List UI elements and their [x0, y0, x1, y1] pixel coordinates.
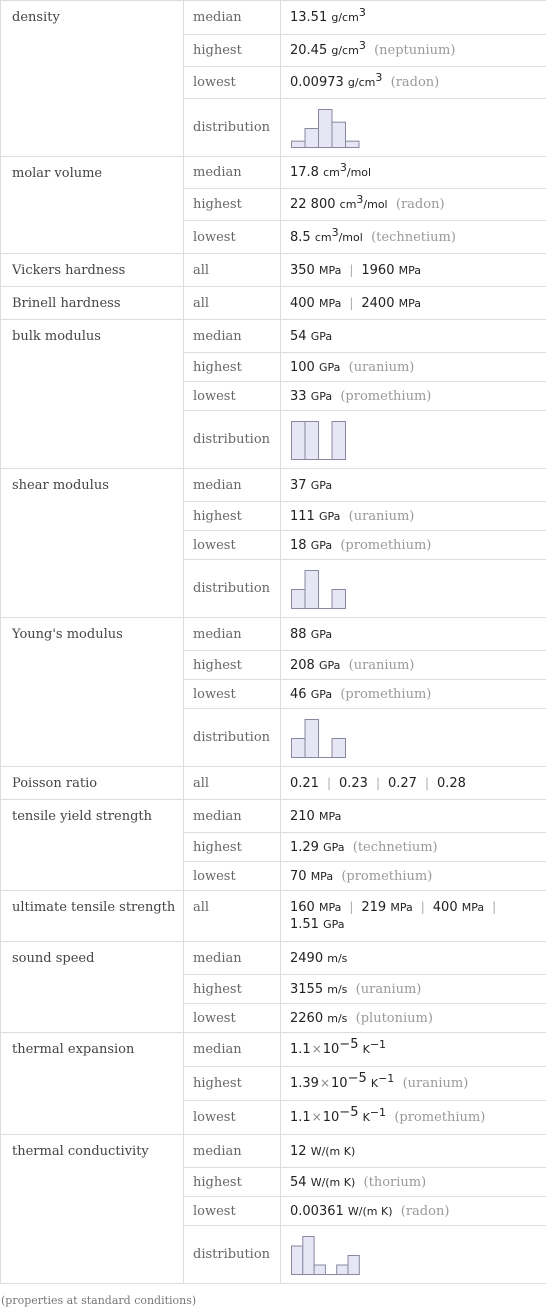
vickers-all-label: all [184, 254, 281, 287]
bulk-modulus-highest-label: highest [184, 353, 281, 382]
tensile-yield-median-value: 210 MPa [281, 800, 546, 833]
brinell-label: Brinell hardness [1, 287, 184, 320]
thermal-expansion-lowest-value: $1.1\times 10^{-5}$ $K^{-1}$ (promethium) [281, 1101, 546, 1135]
shear-modulus-label: shear modulus [1, 469, 184, 618]
brinell-all-label: all [184, 287, 281, 320]
sound-speed-highest-value: 3155 m/s (uranium) [281, 975, 546, 1004]
molar-volume-median-label: median [184, 157, 281, 189]
youngs-modulus-label: Young's modulus [1, 618, 184, 767]
youngs-modulus-highest-label: highest [184, 651, 281, 680]
shear-modulus-median-label: median [184, 469, 281, 502]
ultimate-tensile-label: ultimate tensile strength [1, 891, 184, 942]
tensile-yield-highest-value: 1.29 GPa (technetium) [281, 833, 546, 862]
tensile-yield-lowest-label: lowest [184, 862, 281, 891]
density-highest-label: highest [184, 35, 281, 67]
thermal-conductivity-median-value: 12 W/(m K) [281, 1135, 546, 1168]
thermal-conductivity-bar-4 [337, 1265, 348, 1275]
youngs-modulus-lowest-label: lowest [184, 680, 281, 709]
bulk-modulus-bar-0 [292, 421, 306, 459]
tensile-yield-median-label: median [184, 800, 281, 833]
youngs-modulus-lowest-value: 46 GPa (promethium) [281, 680, 546, 709]
bulk-modulus-highest-value: 100 GPa (uranium) [281, 353, 546, 382]
sound-speed-lowest-label: lowest [184, 1004, 281, 1033]
shear-modulus-highest-label: highest [184, 502, 281, 531]
thermal-conductivity-median-label: median [184, 1135, 281, 1168]
ultimate-tensile-all-label: all [184, 891, 281, 942]
thermal-conductivity-highest-label: highest [184, 1168, 281, 1197]
bulk-modulus-median-label: median [184, 320, 281, 353]
density-bar-3 [332, 122, 346, 147]
poisson-values: 0.21 | 0.23 | 0.27 | 0.28 [281, 767, 546, 800]
tensile-yield-highest-label: highest [184, 833, 281, 862]
youngs-modulus-median-value: 88 GPa [281, 618, 546, 651]
ultimate-tensile-values: 160 MPa | 219 MPa | 400 MPa | 1.51 GPa [281, 891, 546, 942]
density-bar-2 [319, 109, 333, 147]
thermal-conductivity-bar-5 [348, 1255, 359, 1274]
thermal-conductivity-bar-1 [303, 1236, 314, 1274]
youngs-modulus-bar-1 [305, 719, 319, 757]
bulk-modulus-lowest-value: 33 GPa (promethium) [281, 382, 546, 411]
shear-modulus-bar-0 [292, 589, 306, 608]
shear-modulus-distribution-label: distribution [184, 560, 281, 618]
molar-volume-highest-value: 22 800 $cm^3$/mol (radon) [281, 189, 546, 221]
thermal-expansion-lowest-label: lowest [184, 1101, 281, 1135]
tensile-yield-label: tensile yield strength [1, 800, 184, 891]
thermal-expansion-median-label: median [184, 1033, 281, 1067]
poisson-label: Poisson ratio [1, 767, 184, 800]
density-highest-value: 20.45 $g/cm^3$ (neptunium) [281, 35, 546, 67]
thermal-expansion-label: thermal expansion [1, 1033, 184, 1135]
shear-modulus-bar-1 [305, 570, 319, 608]
thermal-conductivity-lowest-value: 0.00361 W/(m K) (radon) [281, 1197, 546, 1226]
sound-speed-median-value: 2490 m/s [281, 942, 546, 975]
shear-modulus-lowest-value: 18 GPa (promethium) [281, 531, 546, 560]
bulk-modulus-histogram [290, 418, 370, 462]
molar-volume-highest-label: highest [184, 189, 281, 221]
bulk-modulus-label: bulk modulus [1, 320, 184, 469]
thermal-conductivity-lowest-label: lowest [184, 1197, 281, 1226]
thermal-conductivity-bar-0 [292, 1246, 303, 1275]
tensile-yield-lowest-value: 70 MPa (promethium) [281, 862, 546, 891]
shear-modulus-bar-3 [332, 589, 346, 608]
youngs-modulus-distribution-label: distribution [184, 709, 281, 767]
density-distribution-label: distribution [184, 99, 281, 157]
brinell-values: 400 MPa | 2400 MPa [281, 287, 546, 320]
poisson-all-label: all [184, 767, 281, 800]
density-bar-4 [346, 141, 360, 147]
bulk-modulus-distribution-label: distribution [184, 411, 281, 469]
molar-volume-label: molar volume [1, 157, 184, 254]
density-median-label: median [184, 1, 281, 35]
sound-speed-median-label: median [184, 942, 281, 975]
youngs-modulus-median-label: median [184, 618, 281, 651]
thermal-conductivity-distribution-label: distribution [184, 1226, 281, 1284]
vickers-label: Vickers hardness [1, 254, 184, 287]
vickers-values: 350 MPa | 1960 MPa [281, 254, 546, 287]
thermal-conductivity-histogram [290, 1233, 370, 1277]
thermal-expansion-highest-value: $1.39\times 10^{-5}$ $K^{-1}$ (uranium) [281, 1067, 546, 1101]
youngs-modulus-bar-3 [332, 738, 346, 757]
molar-volume-lowest-value: 8.5 $cm^3$/mol (technetium) [281, 221, 546, 254]
density-bar-0 [292, 141, 306, 147]
density-label: density [1, 1, 184, 157]
molar-volume-median-value: 17.8 $cm^3$/mol [281, 157, 546, 189]
density-histogram [290, 106, 370, 150]
sound-speed-lowest-value: 2260 m/s (plutonium) [281, 1004, 546, 1033]
youngs-modulus-histogram [290, 716, 370, 760]
density-bar-1 [305, 128, 319, 147]
thermal-expansion-median-value: $1.1\times 10^{-5}$ $K^{-1}$ [281, 1033, 546, 1067]
footnote: (properties at standard conditions) [1, 1294, 197, 1307]
thermal-conductivity-highest-value: 54 W/(m K) (thorium) [281, 1168, 546, 1197]
bulk-modulus-bar-1 [305, 421, 319, 459]
shear-modulus-lowest-label: lowest [184, 531, 281, 560]
shear-modulus-median-value: 37 GPa [281, 469, 546, 502]
bulk-modulus-lowest-label: lowest [184, 382, 281, 411]
thermal-conductivity-bar-2 [314, 1265, 325, 1275]
sound-speed-highest-label: highest [184, 975, 281, 1004]
bulk-modulus-median-value: 54 GPa [281, 320, 546, 353]
shear-modulus-histogram [290, 567, 370, 611]
shear-modulus-highest-value: 111 GPa (uranium) [281, 502, 546, 531]
youngs-modulus-bar-0 [292, 738, 306, 757]
density-lowest-label: lowest [184, 67, 281, 99]
youngs-modulus-highest-value: 208 GPa (uranium) [281, 651, 546, 680]
sound-speed-label: sound speed [1, 942, 184, 1033]
bulk-modulus-bar-3 [332, 421, 346, 459]
density-lowest-value: 0.00973 $g/cm^3$ (radon) [281, 67, 546, 99]
thermal-conductivity-label: thermal conductivity [1, 1135, 184, 1284]
density-median-value: 13.51 $g/cm^3$ [281, 1, 546, 35]
thermal-expansion-highest-label: highest [184, 1067, 281, 1101]
molar-volume-lowest-label: lowest [184, 221, 281, 254]
